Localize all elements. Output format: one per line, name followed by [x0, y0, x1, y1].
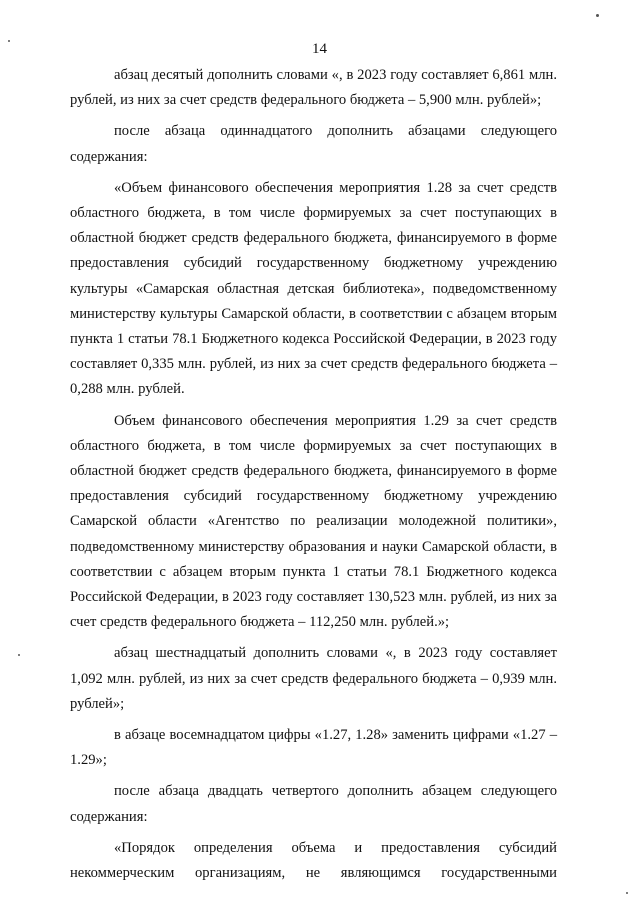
scan-speck: [596, 14, 599, 17]
scan-speck: [626, 892, 628, 894]
paragraph: «Порядок определения объема и предоставления субсидий некоммерческим организациям, не являющимся государственными: [70, 839, 557, 882]
page-number: 14: [312, 41, 327, 57]
paragraph: после абзаца одиннадцатого дополнить абзацами следующего содержания:: [70, 123, 557, 165]
document-body: [70, 63, 557, 886]
paragraph: в абзаце восемнадцатом цифры «1.27, 1.28» заменить цифрами «1.27 – 1.29»;: [70, 727, 557, 769]
paragraph: «Объем финансового обеспечения мероприятия 1.28 за счет средств областного бюджета, в том числе формируемых за счет поступающих в областной бюджет средств федерального бюджета, финансируемого в форме предоставления субсидий государственному бюджетному учреждению культуры «Самарская областная детская библиотека», подведомственному министерству культуры Самарской области, в соответствии с абзацем вторым пункта 1 статьи 78.1 Бюджетного кодекса Российской Федерации, в 2023 году составляет 0,335 млн. рублей, из них за счет средств федерального бюджета – 0,288 млн. рублей.: [70, 179, 557, 398]
paragraph: абзац шестнадцатый дополнить словами «, в 2023 году составляет 1,092 млн. рублей, из них за счет средств федерального бюджета – 0,939 млн. рублей»;: [70, 645, 557, 712]
scan-speck: [18, 654, 20, 656]
paragraph: абзац десятый дополнить словами «, в 2023 году составляет 6,861 млн. рублей, из них за счет средств федерального бюджета – 5,900 млн. рублей»;: [70, 67, 557, 109]
paragraph: после абзаца двадцать четвертого дополнить абзацем следующего содержания:: [70, 783, 557, 825]
paragraph: Объем финансового обеспечения мероприятия 1.29 за счет средств областного бюджета, в том числе формируемых за счет поступающих в областной бюджет средств федерального бюджета, финансируемого в форме предоставления субсидий государственному бюджетному учреждению Самарской области «Агентство по реализации молодежной политики», подведомственному министерству образования и науки Самарской области, в соответствии с абзацем вторым пункта 1 статьи 78.1 Бюджетного кодекса Российской Федерации, в 2023 году составляет 130,523 млн. рублей, из них за счет средств федерального бюджета – 112,250 млн. рублей.»;: [70, 412, 557, 631]
